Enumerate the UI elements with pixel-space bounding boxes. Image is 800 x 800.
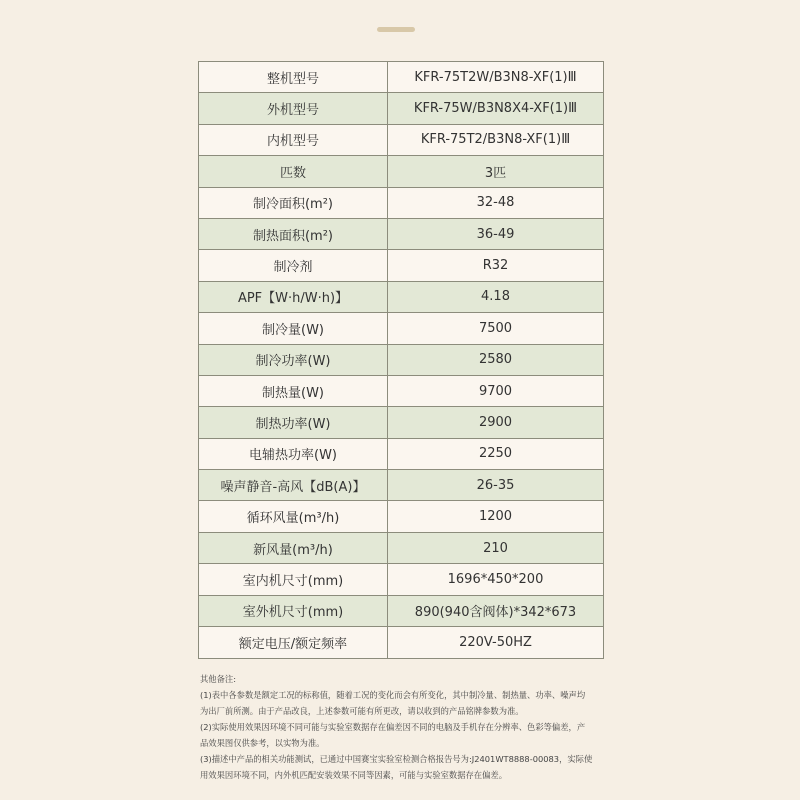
table-row xyxy=(199,627,603,658)
spec-value: 2250 xyxy=(478,446,513,462)
spec-label: 内机型号 xyxy=(199,125,388,155)
spec-value: 220V-50HZ xyxy=(459,635,532,651)
spec-value: 1696*450*200 xyxy=(447,571,544,587)
spec-value: 2900 xyxy=(478,414,513,430)
table-row xyxy=(199,156,603,187)
spec-label: 制冷剂 xyxy=(199,250,388,280)
table-row xyxy=(199,313,603,344)
table-row xyxy=(199,439,603,470)
spec-label: 室内机尺寸(mm) xyxy=(199,564,388,594)
table-row xyxy=(199,564,603,595)
spec-label: 制冷面积(m²) xyxy=(199,188,388,218)
notes-line: (1)表中各参数是额定工况的标称值，随着工况的变化而会有所变化，其中制冷量、制热量、功率、噪声均 xyxy=(200,690,586,700)
decorative-top-bar xyxy=(377,27,415,32)
spec-value: 1200 xyxy=(478,509,513,525)
spec-label: 制热量(W) xyxy=(199,376,388,406)
spec-value: KFR-75W/B3N8X4-XF(1)Ⅲ xyxy=(413,101,578,117)
table-row xyxy=(199,188,603,219)
spec-label: 整机型号 xyxy=(199,62,388,92)
spec-value: 210 xyxy=(483,540,508,556)
spec-value: 26-35 xyxy=(476,477,515,493)
spec-label: 新风量(m³/h) xyxy=(199,533,388,563)
spec-value: 9700 xyxy=(478,383,513,399)
spec-label: 制热面积(m²) xyxy=(199,219,388,249)
table-row xyxy=(199,219,603,250)
table-row xyxy=(199,62,603,93)
spec-value: 36-49 xyxy=(476,226,515,242)
notes-line: (2)实际使用效果因环境不同可能与实验室数据存在偏差因不同的电脑及手机存在分辨率、色彩等偏差，产 xyxy=(200,722,586,732)
spec-value: KFR-75T2/B3N8-XF(1)Ⅲ xyxy=(420,132,571,148)
spec-value: 4.18 xyxy=(481,289,510,305)
spec-value: 32-48 xyxy=(476,195,515,211)
table-row xyxy=(199,282,603,313)
table-row xyxy=(199,407,603,438)
spec-value: 2580 xyxy=(478,352,513,368)
spec-label: 额定电压/额定频率 xyxy=(199,627,388,658)
spec-label: 制热功率(W) xyxy=(199,407,388,437)
spec-label: 外机型号 xyxy=(199,93,388,123)
spec-value: 3匹 xyxy=(484,165,507,181)
spec-label: 循环风量(m³/h) xyxy=(199,501,388,531)
table-row xyxy=(199,501,603,532)
table-row xyxy=(199,376,603,407)
spec-value: 890(940含阀体)*342*673 xyxy=(414,605,577,621)
spec-label: 制冷量(W) xyxy=(199,313,388,343)
spec-label: 室外机尺寸(mm) xyxy=(199,596,388,626)
table-row xyxy=(199,250,603,281)
spec-value: 7500 xyxy=(478,320,513,336)
spec-label: 电辅热功率(W) xyxy=(199,439,388,469)
notes-title: 其他备注: xyxy=(200,674,236,684)
spec-table xyxy=(198,61,604,659)
spec-label: 匹数 xyxy=(199,156,388,186)
spec-label: 制冷功率(W) xyxy=(199,345,388,375)
spec-value: KFR-75T2W/B3N8-XF(1)Ⅲ xyxy=(414,69,577,85)
spec-value: R32 xyxy=(482,258,509,274)
spec-label: 噪声静音-高风【dB(A)】 xyxy=(199,470,388,500)
table-row xyxy=(199,125,603,156)
table-row xyxy=(199,596,603,627)
notes-line: 为出厂前所测。由于产品改良，上述参数可能有所更改，请以收到的产品铭牌参数为准。 xyxy=(200,706,524,716)
notes-line: 用效果因环境不同，内外机匹配安装效果不同等因素，可能与实验室数据存在偏差。 xyxy=(200,770,507,780)
table-row xyxy=(199,470,603,501)
spec-label: APF【W·h/W·h)】 xyxy=(199,282,388,312)
notes-line: (3)描述中产品的相关功能测试，已通过中国赛宝实验室检测合格报告号为:J2401WT8888-00083，实际使 xyxy=(200,754,593,764)
table-row xyxy=(199,93,603,124)
table-row xyxy=(199,533,603,564)
notes-line: 品效果图仅供参考，以实物为准。 xyxy=(200,738,325,748)
notes-section xyxy=(200,671,610,783)
table-row xyxy=(199,345,603,376)
